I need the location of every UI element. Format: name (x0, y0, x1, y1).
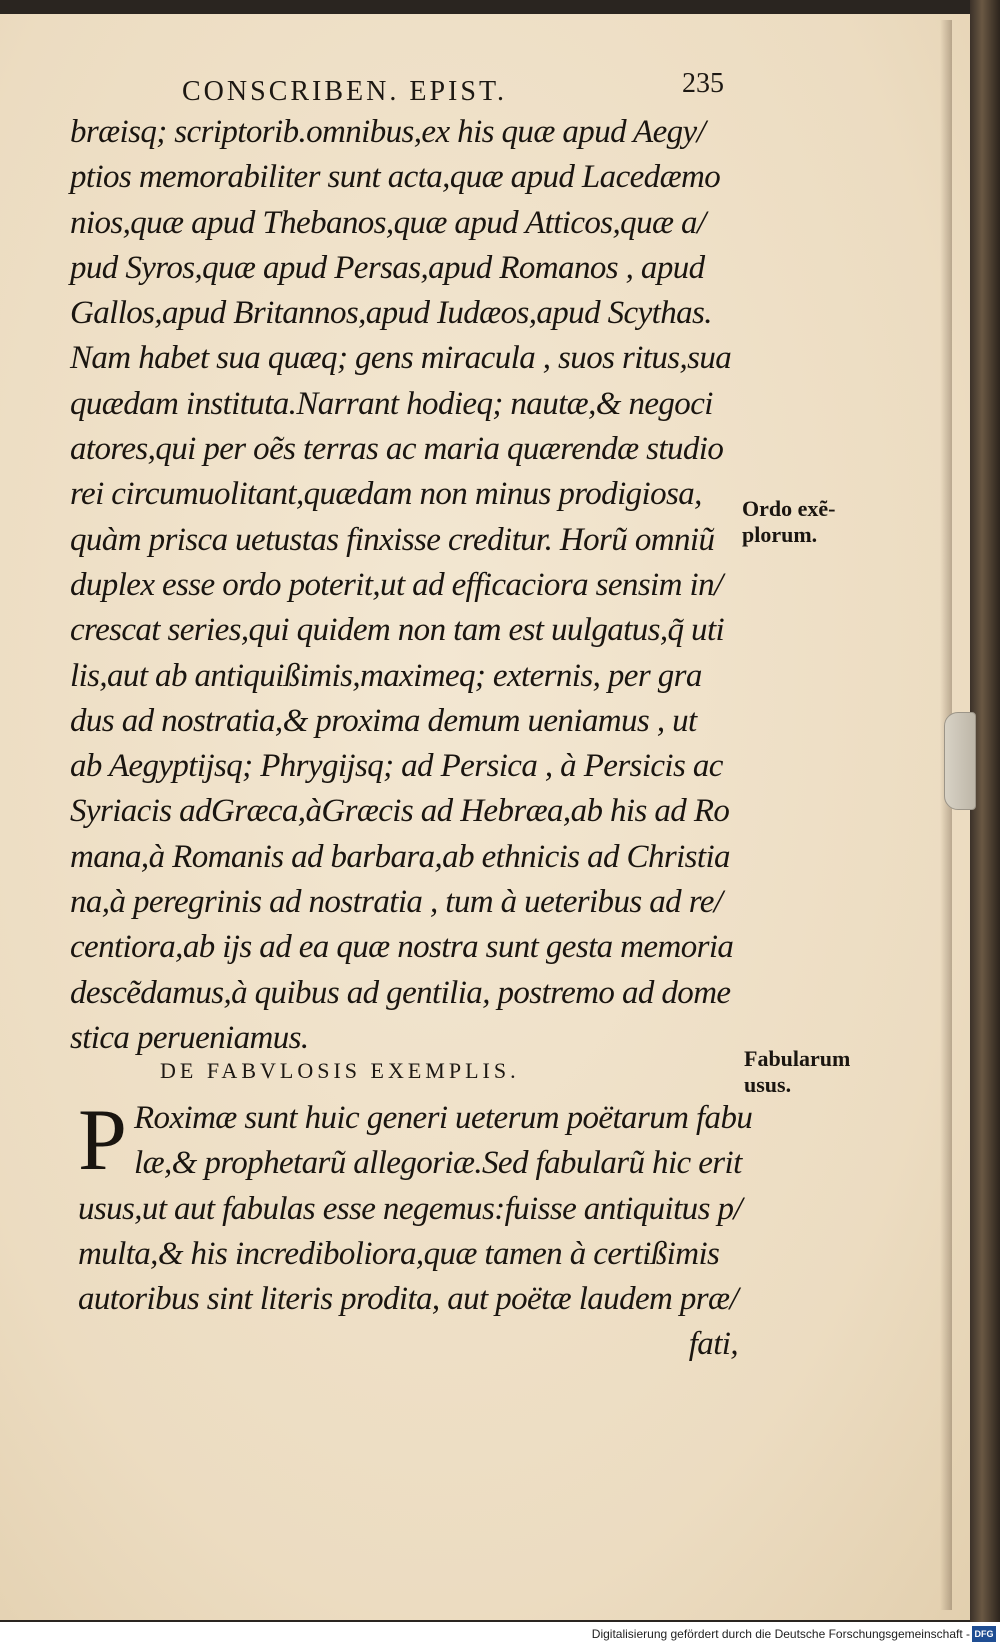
text-line: dus ad nostratia,& proxima demum ueniamus , ut (70, 702, 697, 739)
page-edge-shadow (940, 20, 952, 1610)
text-line: Nam habet sua quæq; gens miracula , suos ritus,sua (70, 340, 732, 377)
text-line: atores,qui per oẽs terras ac maria quærendæ studio (70, 431, 724, 468)
paragraph-1 (70, 110, 738, 1061)
paragraph-2 (78, 1092, 753, 1368)
page-number: 235 (682, 68, 724, 99)
text-line: multa,& his incrediboliora,quæ tamen à certißimis (78, 1235, 720, 1272)
text-line: duplex esse ordo poterit,ut ad efficaciora sensim in/ (70, 566, 723, 603)
text-line: mana,à Romanis ad barbara,ab ethnicis ad Christia (70, 838, 730, 875)
marginal-line: plorum. (742, 522, 818, 547)
marginal-line: Ordo exẽ- (742, 496, 836, 521)
text-line: ptios memorabiliter sunt acta,quæ apud Lacedæmo (70, 159, 721, 196)
text-line: rei circumuolitant,quædam non minus prodigiosa, (70, 476, 702, 513)
book-spine (970, 0, 1000, 1648)
text-line: Gallos,apud Britannos,apud Iudæos,apud Scythas. (70, 295, 712, 332)
marginal-line: usus. (744, 1072, 792, 1097)
page-clip (944, 712, 976, 810)
text-line: autoribus sint literis prodita, aut poëtæ laudem præ/ (78, 1281, 739, 1318)
text-line: bræisq; scriptorib.omnibus,ex his quæ apud Aegy/ (70, 114, 706, 150)
text-line: nios,quæ apud Thebanos,quæ apud Atticos,quæ a/ (70, 204, 706, 241)
catchword: fati, (688, 1326, 738, 1363)
text-line: ab Aegyptijsq; Phrygijsq; ad Persica , à Persicis ac (70, 748, 723, 785)
drop-cap: P (78, 1092, 127, 1189)
marginal-line: Fabularum (744, 1046, 851, 1071)
text-line: læ,& prophetarũ allegoriæ.Sed fabularũ hic erit (134, 1145, 742, 1182)
text-line: centiora,ab ijs ad ea quæ nostra sunt gesta memoria (70, 929, 734, 966)
text-line: Roximæ sunt huic generi ueterum poëtarum fabu (134, 1100, 753, 1136)
marginal-note-fabularum (744, 1046, 850, 1098)
footer-bar (0, 1622, 1000, 1648)
text-line: crescat series,qui quidem non tam est uulgatus,q̃ uti (70, 612, 725, 649)
text-line: quàm prisca uetustas finxisse creditur. Horũ omniũ (70, 521, 715, 558)
section-heading: DE FABVLOSIS EXEMPLIS. (160, 1058, 520, 1083)
footer-credit: Digitalisierung gefördert durch die Deutsche Forschungsgemeinschaft - (591, 1627, 970, 1641)
marginal-note-ordo (742, 496, 835, 548)
text-line: usus,ut aut fabulas esse negemus:fuisse antiquitus p/ (78, 1190, 742, 1227)
text-line: descẽdamus,à quibus ad gentilia, postremo ad dome (70, 974, 731, 1011)
text-line: Syriacis adGræca,àGræcis ad Hebræa,ab his ad Ro (70, 793, 730, 830)
text-line: quædam instituta.Narrant hodieq; nautæ,& negoci (70, 385, 713, 422)
dfg-logo: DFG (972, 1626, 996, 1642)
text-line: na,à peregrinis ad nostratia , tum à ueteribus ad re/ (70, 884, 723, 921)
text-line: pud Syros,quæ apud Persas,apud Romanos , apud (70, 249, 705, 286)
text-line: lis,aut ab antiquißimis,maximeq; externis, per gra (70, 657, 702, 694)
running-head: CONSCRIBEN. EPIST. (182, 76, 507, 107)
text-line: stica perueniamus. (70, 1019, 309, 1056)
